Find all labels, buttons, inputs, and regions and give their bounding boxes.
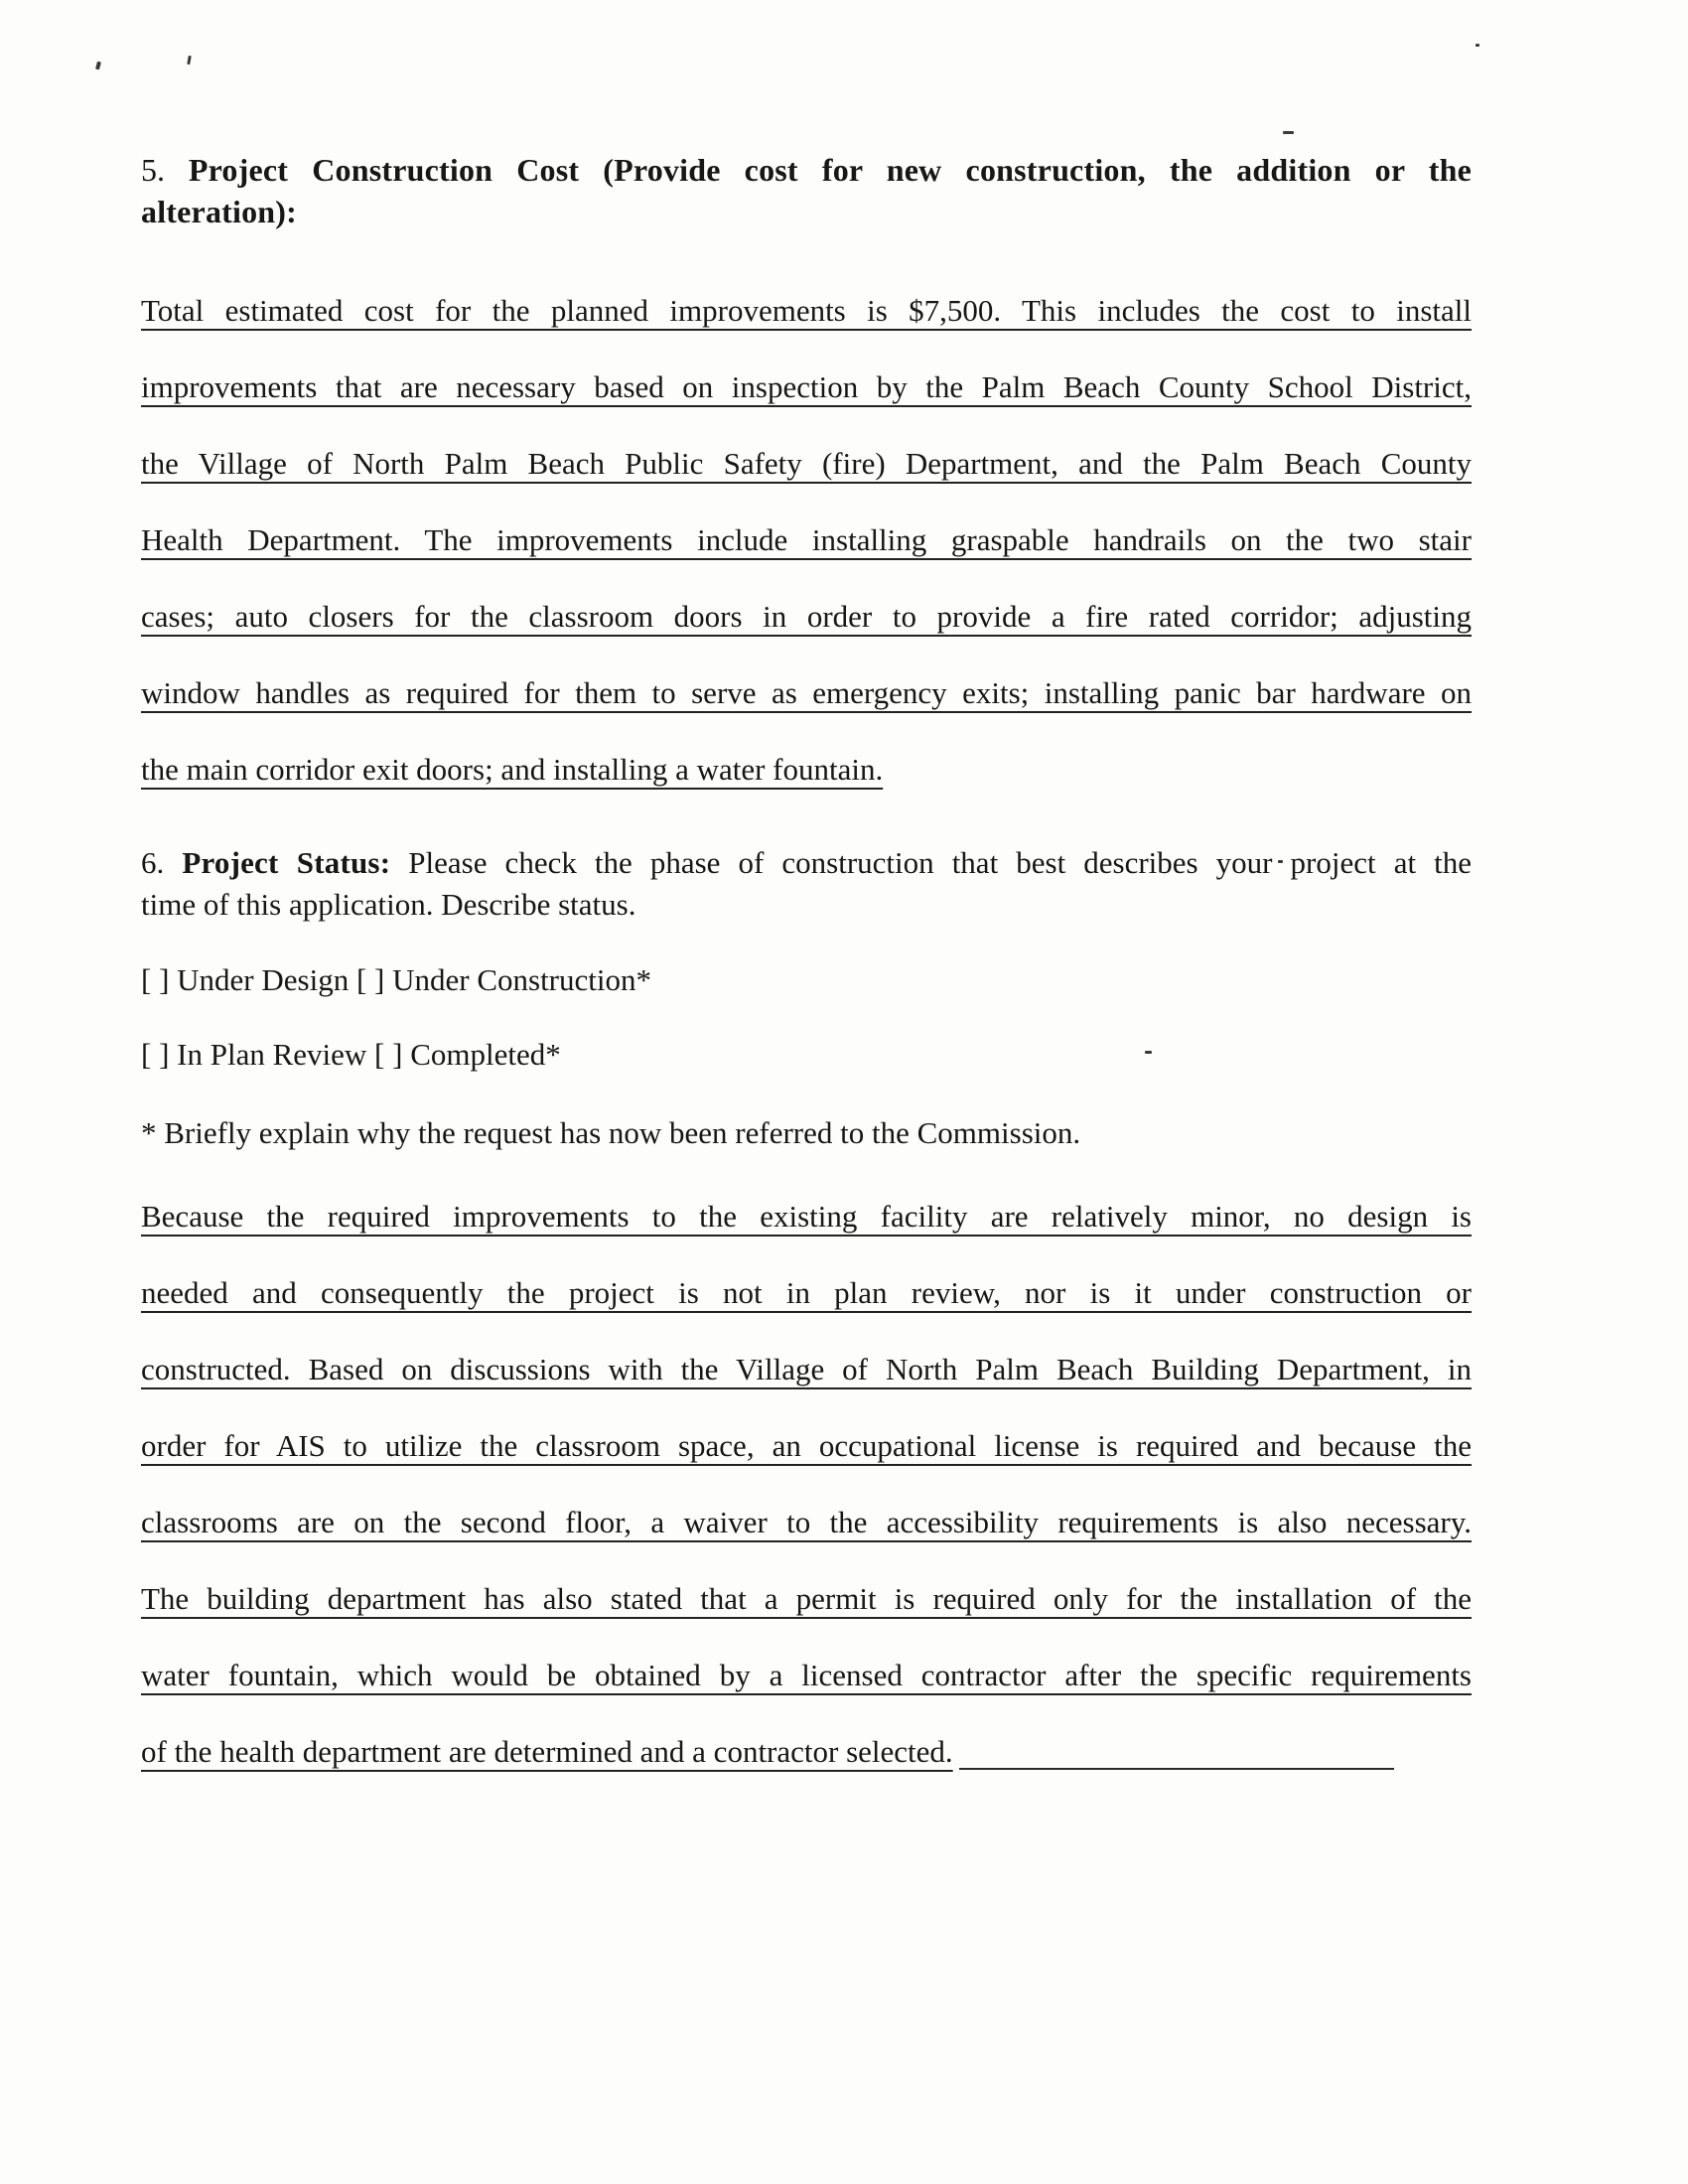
answer-line: classrooms are on the second floor, a waiver to the accessibility requirements is also necessary. (141, 1505, 1472, 1539)
answer-line (141, 1713, 1472, 1790)
label-under-design: Under Design (177, 962, 350, 997)
checkbox-completed: [ ] (374, 1037, 403, 1072)
checkbox-under-design: [ ] (141, 962, 170, 997)
heading-line (141, 884, 1472, 926)
section-5-title: Project Construction Cost (Provide cost for new construction, the addition or the (188, 152, 1472, 188)
answer-line-text: of the health department are determined and a contractor selected. (141, 1734, 953, 1769)
section-6-number: 6. (141, 845, 165, 880)
answer-line: needed and consequently the project is not in plan review, nor is it under construction or (141, 1275, 1472, 1310)
checkbox-in-plan-review: [ ] (141, 1037, 170, 1072)
section-5-number: 5. (141, 152, 165, 188)
label-under-construction: Under Construction* (392, 962, 651, 997)
answer-line: The building department has also stated that a permit is required only for the installation of the (141, 1581, 1472, 1616)
status-checkbox-row-2 (141, 1035, 1472, 1075)
answer-line: improvements that are necessary based on inspection by the Palm Beach County School District, (141, 369, 1472, 404)
section-6-instructions-cont: time of this application. Describe status. (141, 887, 636, 922)
checkbox-under-construction: [ ] (355, 962, 385, 997)
answer-line: water fountain, which would be obtained by a licensed contractor after the specific requirements (141, 1658, 1472, 1692)
heading-line (141, 842, 1472, 884)
section-5-answer (141, 272, 1472, 807)
scan-speck (1476, 44, 1479, 47)
scan-speck (95, 62, 101, 71)
heading-line (141, 149, 1472, 191)
heading-line (141, 191, 1472, 232)
answer-line: Total estimated cost for the planned improvements is $7,500. This includes the cost to install (141, 293, 1472, 328)
answer-line: cases; auto closers for the classroom doors in order to provide a fire rated corridor; adjusting (141, 599, 1472, 634)
document-content (141, 149, 1472, 1790)
answer-line: constructed. Based on discussions with the Village of North Palm Beach Building Department, in (141, 1352, 1472, 1386)
answer-line: Health Department. The improvements include installing graspable handrails on the two stair (141, 522, 1472, 557)
answer-line: the Village of North Palm Beach Public Safety (fire) Department, and the Palm Beach County (141, 446, 1472, 481)
answer-line: Because the required improvements to the existing facility are relatively minor, no design is (141, 1199, 1472, 1234)
asterisk-footnote: * Briefly explain why the request has now been referred to the Commission. (141, 1115, 1081, 1150)
section-6-title: Project Status: (182, 845, 391, 880)
answer-line: window handles as required for them to serve as emergency exits; installing panic bar hardware on (141, 675, 1472, 710)
section-6-instructions: Please check the phase of construction that best describes your project at the (408, 845, 1473, 880)
trailing-rule (959, 1768, 1394, 1770)
scan-speck (1283, 131, 1294, 134)
status-checkbox-row-1 (141, 960, 1472, 1000)
section-6-answer (141, 1178, 1472, 1790)
label-in-plan-review: In Plan Review (177, 1037, 367, 1072)
section-6-heading (141, 842, 1472, 926)
label-completed: Completed* (410, 1037, 561, 1072)
scan-speck (187, 56, 192, 65)
answer-line: the main corridor exit doors; and installing a water fountain. (141, 752, 884, 787)
section-5-title-cont: alteration): (141, 194, 298, 229)
answer-line: order for AIS to utilize the classroom space, an occupational license is required and because the (141, 1428, 1472, 1463)
section-5-heading (141, 149, 1472, 232)
